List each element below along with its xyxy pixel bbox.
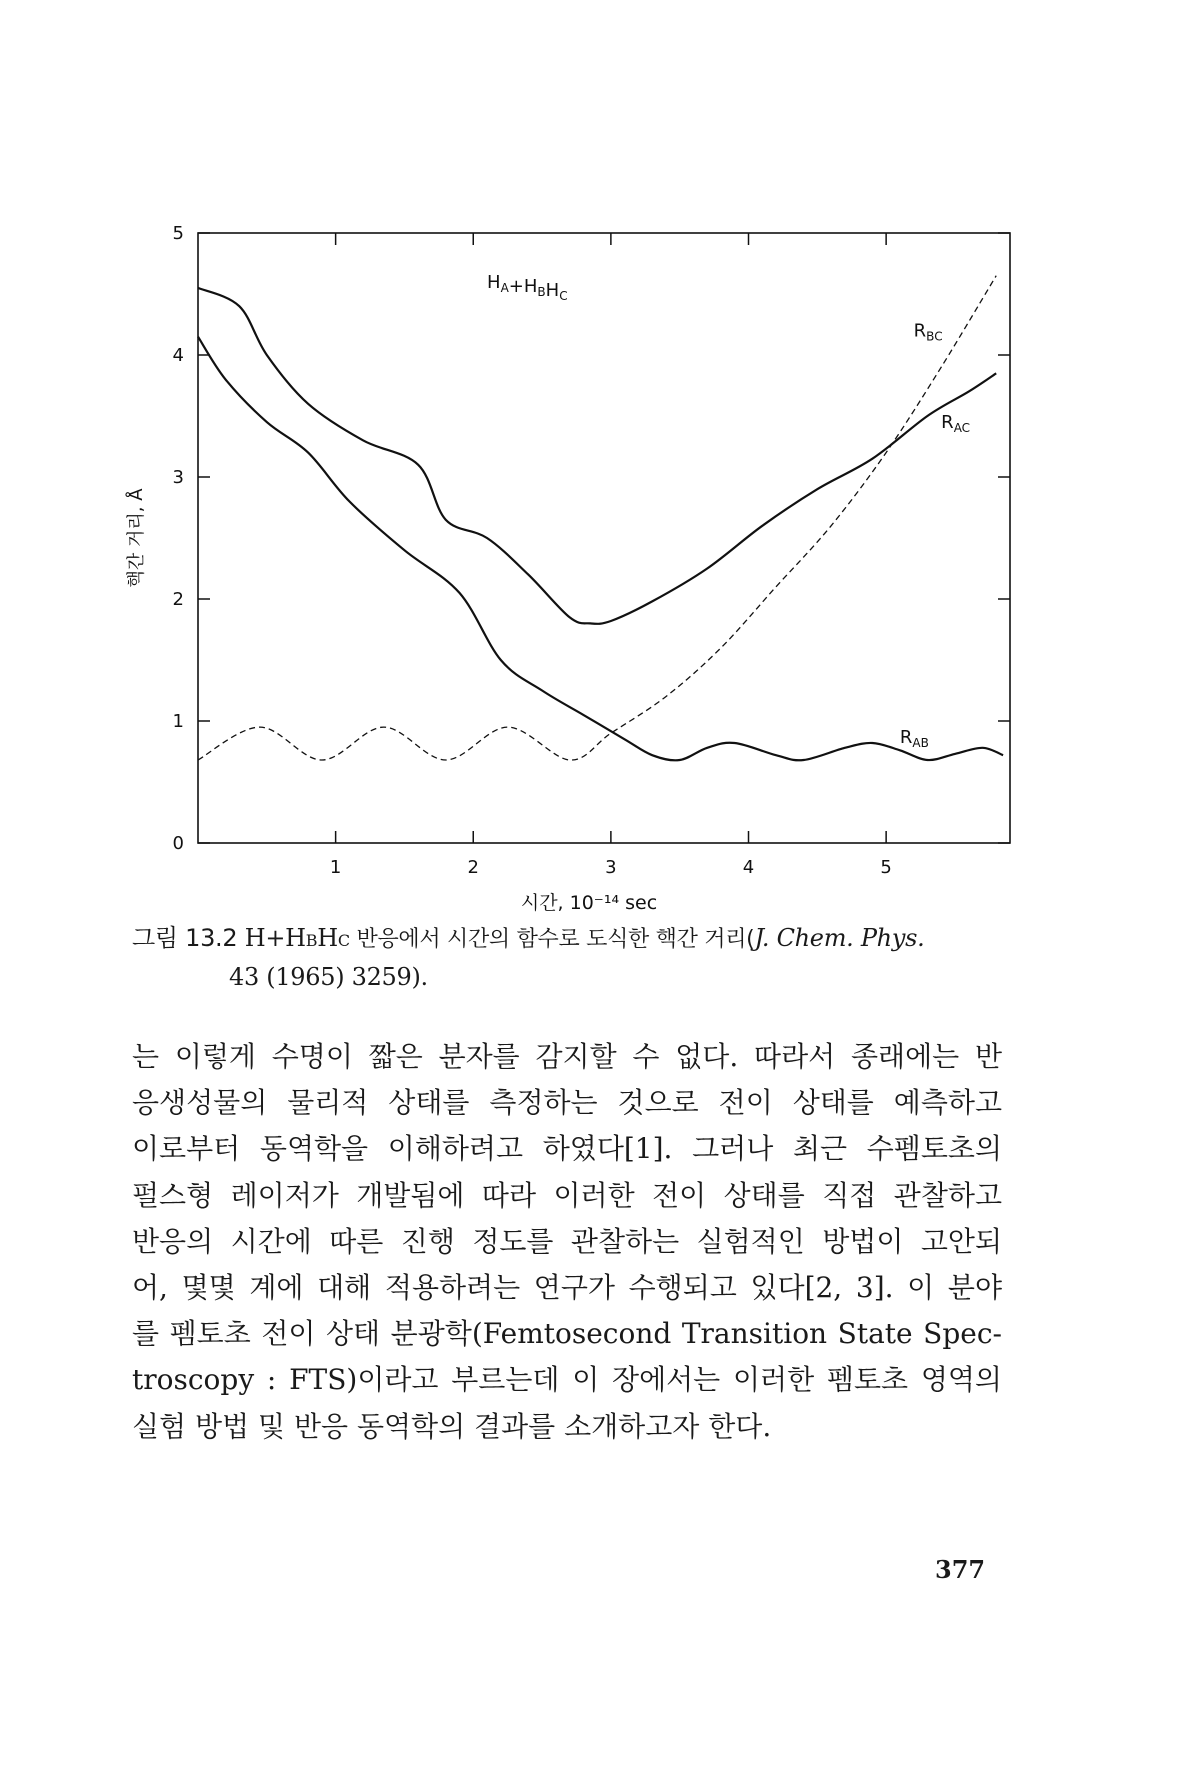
caption-text: 반응에서 시간의 함수로 도식한 핵간 거리( bbox=[349, 927, 755, 952]
label-rab: $R_{AB}$ bbox=[899, 726, 929, 750]
y-tick-label: 4 bbox=[172, 345, 184, 366]
y-axis-label: 핵간 거리, Å bbox=[126, 488, 147, 588]
label-rbc: $R_{BC}$ bbox=[913, 320, 943, 344]
caption-reference: 43 (1965) 3259). bbox=[229, 963, 428, 991]
page-number: 377 bbox=[935, 1555, 986, 1584]
body-line: 를 펨토초 전이 상태 분광학(Femtosecond Transition State Spec- bbox=[132, 1317, 1002, 1351]
x-tick-label: 1 bbox=[329, 857, 342, 878]
series-line-r-ab bbox=[198, 337, 1003, 761]
caption-journal: J. Chem. Phys. bbox=[754, 924, 925, 952]
labels-layer bbox=[125, 272, 970, 914]
caption-figure-number: 그림 13.2 bbox=[132, 924, 238, 952]
body-line: 어, 몇몇 계에 대해 적용하려는 연구가 수행되고 있다[2, 3]. 이 분야 bbox=[132, 1271, 1002, 1305]
series-line-r-bc bbox=[198, 276, 996, 760]
caption-reaction-h: H bbox=[317, 924, 338, 952]
series-layer bbox=[198, 276, 1003, 761]
body-line: 반응의 시간에 따른 진행 정도를 관찰하는 실험적인 방법이 고안되 bbox=[132, 1224, 1002, 1258]
body-line: troscopy : FTS)이라고 부르는데 이 장에서는 이러한 펨토초 영역의 bbox=[132, 1363, 1002, 1397]
plot-border bbox=[198, 233, 1010, 843]
body-line: 응생성물의 물리적 상태를 측정하는 것으로 전이 상태를 예측하고 bbox=[132, 1086, 1002, 1120]
y-tick-label: 3 bbox=[172, 467, 184, 488]
body-line: 는 이렇게 수명이 짧은 분자를 감지할 수 없다. 따라서 종래에는 반 bbox=[132, 1040, 1002, 1073]
body-line: 이로부터 동역학을 이해하려고 하였다[1]. 그러나 최근 수펨토초의 bbox=[132, 1132, 1002, 1166]
y-tick-label: 5 bbox=[172, 223, 184, 244]
x-tick-label: 4 bbox=[742, 857, 755, 878]
y-tick-label: 0 bbox=[172, 833, 184, 854]
body-line: 실험 방법 및 반응 동역학의 결과를 소개하고자 한다. bbox=[132, 1409, 772, 1443]
x-tick-label: 2 bbox=[467, 857, 479, 878]
caption-subscript-c: C bbox=[337, 931, 350, 950]
label-rac: $R_{AC}$ bbox=[941, 412, 971, 436]
body-line: 펄스형 레이저가 개발됨에 따라 이러한 전이 상태를 직접 관찰하고 bbox=[132, 1178, 1002, 1212]
series-line-r-ac bbox=[198, 288, 996, 624]
plot-frame bbox=[198, 233, 1010, 843]
y-tick-label: 2 bbox=[172, 589, 184, 610]
body-paragraph bbox=[132, 1034, 1002, 1450]
reaction-annotation: $H_A+H_BH_C$ bbox=[487, 271, 568, 303]
caption-reaction-h-hb: H+H bbox=[244, 924, 306, 952]
figure-caption bbox=[132, 920, 1032, 995]
x-tick-label: 3 bbox=[605, 857, 617, 878]
caption-subscript-b: B bbox=[305, 931, 318, 950]
x-tick-label: 5 bbox=[880, 857, 892, 878]
x-axis-label: 시간, 10⁻¹⁴ sec bbox=[520, 892, 658, 914]
y-tick-label: 1 bbox=[172, 711, 184, 732]
axis-ticks bbox=[173, 223, 1010, 878]
